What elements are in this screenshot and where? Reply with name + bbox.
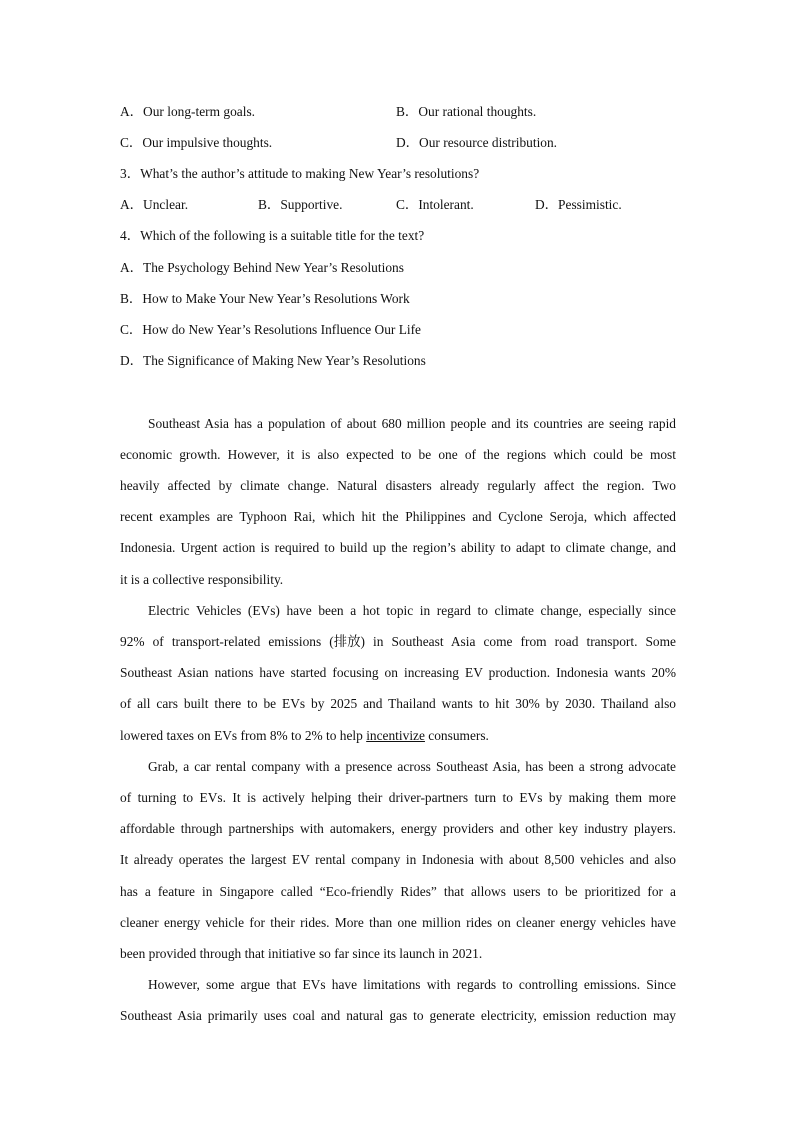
passage-line: has a feature in Singapore called “Eco-friendly Rides” that allows users to be prioritized for a [120, 884, 676, 899]
passage-line: it is a collective responsibility. [120, 572, 284, 587]
passage-line: of all cars built there to be EVs by 2025 and Thailand wants to hit 30% by 2030. Thailand also [120, 696, 676, 711]
underlined-word: incentivize [366, 728, 425, 743]
q2-option-a: A．Our long-term goals. [120, 104, 255, 119]
passage-line: Southeast Asian nations have started focusing on increasing EV production. Indonesia wants 20% [120, 665, 676, 680]
passage-line: Southeast Asia primarily uses coal and natural gas to generate electricity, emission reduction may [120, 1008, 676, 1023]
passage-line: cleaner energy vehicle for their rides. More than one million rides on cleaner energy vehicles have [120, 915, 676, 930]
q3-option-d: D．Pessimistic. [535, 197, 622, 212]
passage-line: been provided through that initiative so far since its launch in 2021. [120, 946, 483, 961]
passage-line: Indonesia. Urgent action is required to build up the region’s ability to adapt to climate change, and [120, 540, 676, 555]
q2-option-d: D．Our resource distribution. [396, 135, 558, 150]
passage-line [120, 728, 676, 744]
passage-line: economic growth. However, it is also expected to be one of the regions which could be most [120, 447, 676, 462]
passage-line: recent examples are Typhoon Rai, which hit the Philippines and Cyclone Seroja, which affected [120, 509, 676, 524]
q4-stem: 4．Which of the following is a suitable title for the text? [120, 228, 425, 243]
passage-line: 92% of transport-related emissions (排放) in Southeast Asia come from road transport. Some [120, 634, 676, 649]
passage-line: Grab, a car rental company with a presence across Southeast Asia, has been a strong advocate [148, 759, 676, 774]
q4-option-d: D．The Significance of Making New Year’s Resolutions [120, 353, 426, 368]
q3-option-c: C．Intolerant. [396, 197, 474, 212]
q4-option-c: C．How do New Year’s Resolutions Influence Our Life [120, 322, 421, 337]
passage-line: However, some argue that EVs have limitations with regards to controlling emissions. Since [148, 977, 676, 992]
passage-line: Electric Vehicles (EVs) have been a hot topic in regard to climate change, especially since [148, 603, 676, 618]
q3-option-b: B．Supportive. [258, 197, 343, 212]
passage-line: Southeast Asia has a population of about 680 million people and its countries are seeing rapid [148, 416, 676, 431]
q2-option-c: C．Our impulsive thoughts. [120, 135, 273, 150]
passage-line: It already operates the largest EV rental company in Indonesia with about 8,500 vehicles and also [120, 852, 676, 867]
passage-text: lowered taxes on EVs from 8% to 2% to help [120, 728, 367, 743]
q4-option-b: B．How to Make Your New Year’s Resolutions Work [120, 291, 410, 306]
passage-line: affordable through partnerships with automakers, energy providers and other key industry players. [120, 821, 676, 836]
passage-line: of turning to EVs. It is actively helping their driver-partners turn to EVs by making them more [120, 790, 676, 805]
q3-option-a: A．Unclear. [120, 197, 189, 212]
passage-line: heavily affected by climate change. Natural disasters already regularly affect the region. Two [120, 478, 676, 493]
q3-stem: 3．What’s the author’s attitude to making New Year’s resolutions? [120, 166, 480, 181]
q2-option-b: B．Our rational thoughts. [396, 104, 537, 119]
q4-option-a: A．The Psychology Behind New Year’s Resolutions [120, 260, 404, 275]
passage-text: consumers. [424, 728, 489, 743]
